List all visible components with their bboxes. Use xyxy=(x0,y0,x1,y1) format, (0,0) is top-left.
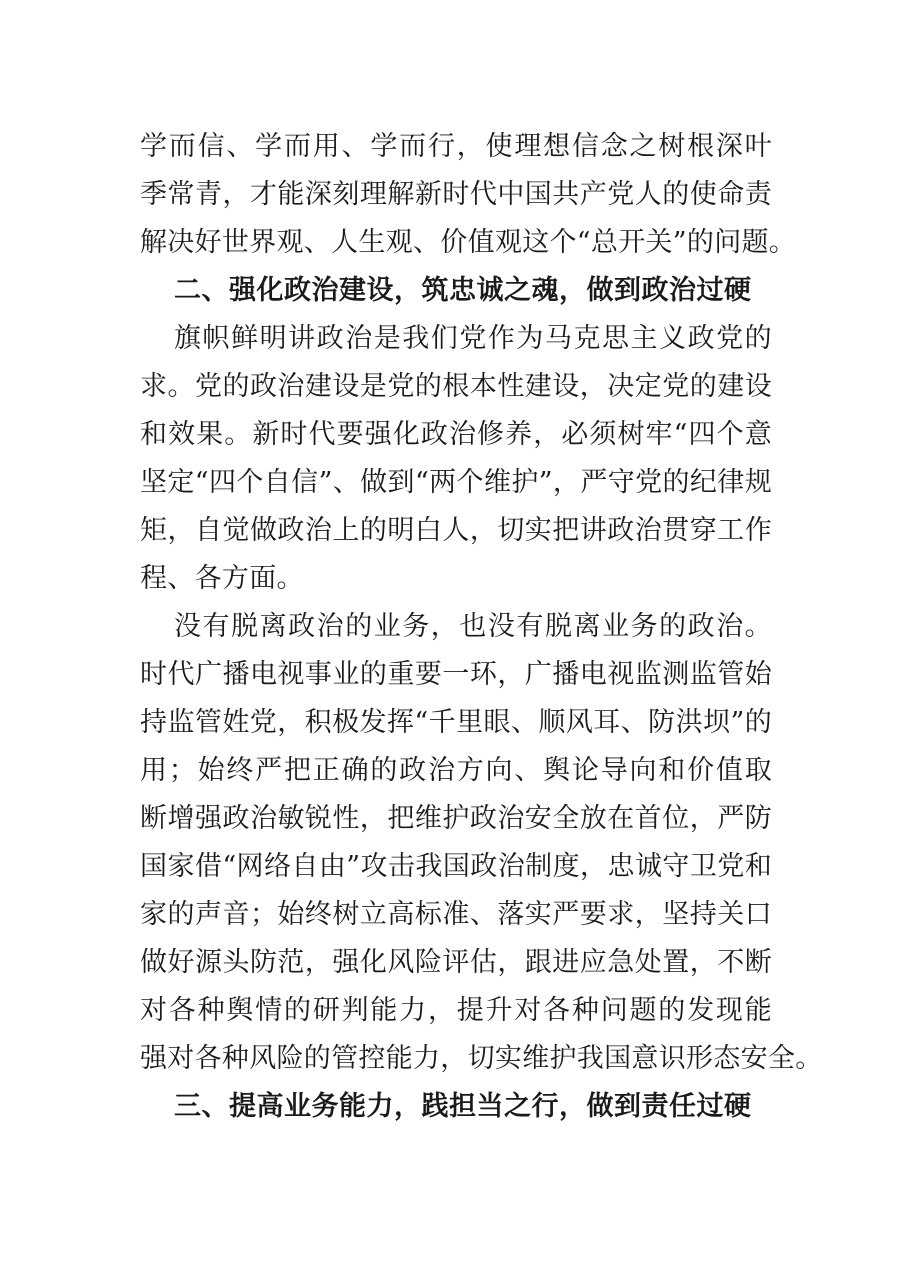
paragraph-line: 坚定“四个自信”、做到“两个维护”，严守党的纪律规 xyxy=(140,467,772,498)
paragraph-line: 求。党的政治建设是党的根本性建设，决定党的建设 xyxy=(140,371,772,402)
paragraph-line: 矩，自觉做政治上的明白人，切实把讲政治贯穿工作 xyxy=(140,515,772,546)
paragraph-line: 没有脱离政治的业务，也没有脱离业务的政治。 xyxy=(174,611,772,642)
paragraph-line: 断增强政治敏锐性，把维护政治安全放在首位，严防 xyxy=(140,803,772,834)
paragraph-line: 用；始终严把正确的政治方向、舆论导向和价值取 xyxy=(140,755,772,786)
paragraph-line: 做好源头防范，强化风险评估，跟进应急处置，不断 xyxy=(140,947,772,978)
paragraph-line: 强对各种风险的管控能力，切实维护我国意识形态安全。 xyxy=(140,1043,823,1074)
paragraph-line: 季常青，才能深刻理解新时代中国共产党人的使命责 xyxy=(140,179,772,210)
section-heading-2: 二、强化政治建设，筑忠诚之魂，做到政治过硬 xyxy=(174,275,752,306)
paragraph-line: 家的声音；始终树立高标准、落实严要求，坚持关口 xyxy=(140,899,772,930)
paragraph-line: 学而信、学而用、学而行，使理想信念之树根深叶 xyxy=(140,131,772,162)
paragraph-line: 对各种舆情的研判能力，提升对各种问题的发现能 xyxy=(140,995,772,1026)
paragraph-line: 和效果。新时代要强化政治修养，必须树牢“四个意 xyxy=(140,419,772,450)
paragraph-line: 时代广播电视事业的重要一环，广播电视监测监管始 xyxy=(140,659,772,690)
paragraph-line: 旗帜鲜明讲政治是我们党作为马克思主义政党的 xyxy=(174,323,772,354)
section-heading-3: 三、提高业务能力，践担当之行，做到责任过硬 xyxy=(174,1091,752,1122)
paragraph-line: 国家借“网络自由”攻击我国政治制度，忠诚守卫党和 xyxy=(140,851,772,882)
paragraph-line: 持监管姓党，积极发挥“千里眼、顺风耳、防洪坝”的 xyxy=(140,707,772,738)
paragraph-line: 解决好世界观、人生观、价值观这个“总开关”的问题。 xyxy=(140,227,797,258)
paragraph-line: 程、各方面。 xyxy=(140,563,304,594)
